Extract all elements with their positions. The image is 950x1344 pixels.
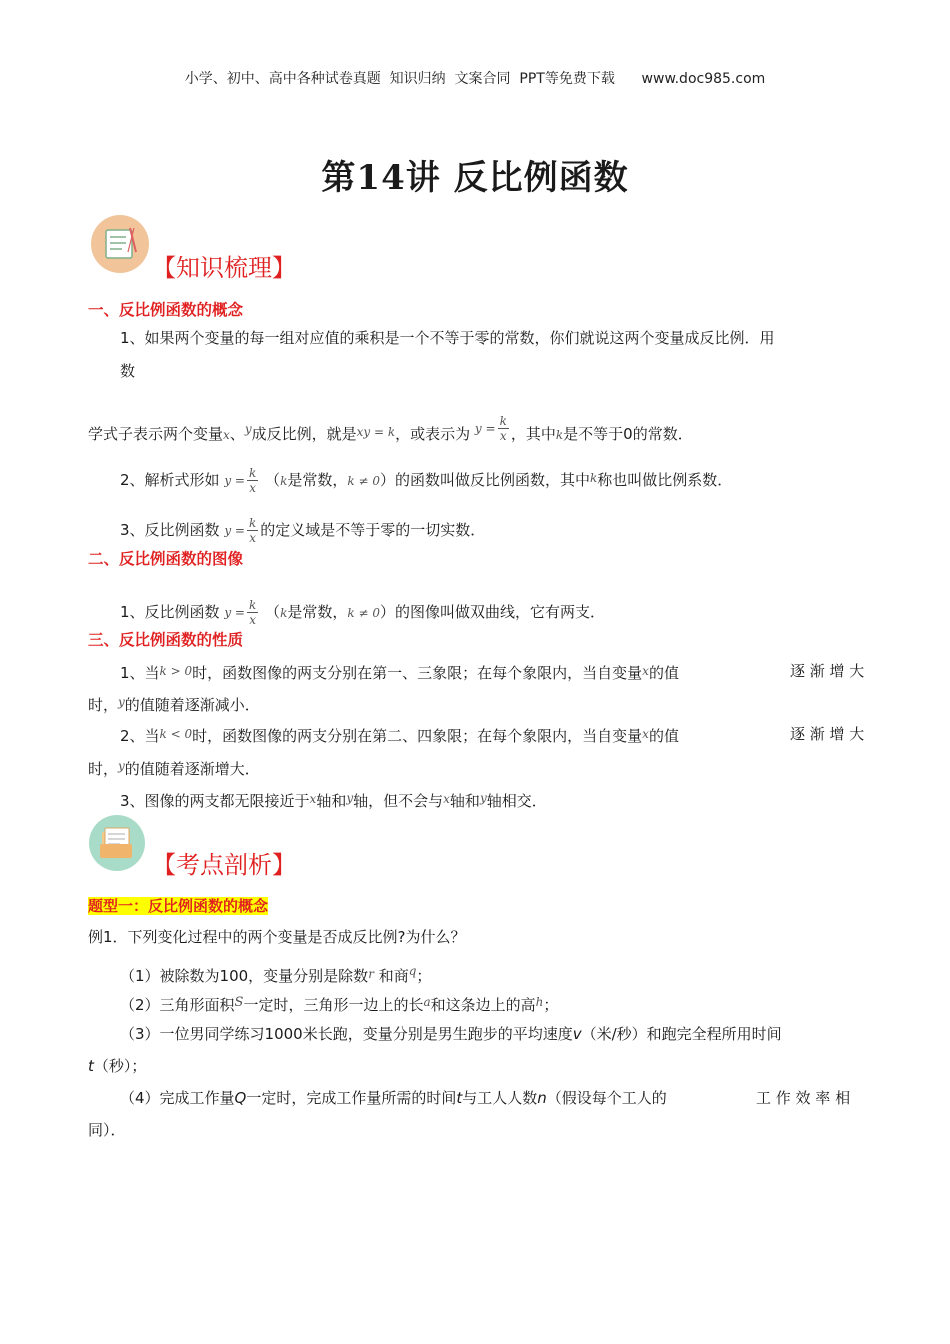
question-3-line2 <box>88 1055 146 1077</box>
heading-graph: 二、反比例函数的图像 <box>88 550 244 568</box>
question-4-line2: 同）． <box>88 1121 126 1139</box>
math-y: y <box>118 695 125 709</box>
text: ； <box>416 967 432 985</box>
text: 时， <box>88 696 119 714</box>
text: 3、反比例函数 <box>120 521 220 539</box>
math-xy-eq-k: xy = k <box>356 425 396 439</box>
paragraph-1-line1: 1、如果两个变量的每一组对应值的乘积是一个不等于零的常数，你们就说这两个变量成反比例．用 <box>120 329 775 347</box>
math-k-ne-0: k ≠ 0 <box>347 606 380 620</box>
math-y-eq: y = <box>224 523 245 538</box>
text: ）的图像叫做双曲线，它有两支． <box>379 603 605 621</box>
text: 2、当 <box>120 727 160 745</box>
text: （3）一位男同学练习1000米长跑，变量分别是男生跑步的平均速度 <box>120 1025 573 1043</box>
text: （ <box>265 471 281 489</box>
frac-den: x <box>249 531 257 545</box>
heading-properties: 三、反比例函数的性质 <box>88 631 244 649</box>
page-header: 小学、初中、高中各种试卷真题 知识归纳 文案合同 PPT等免费下载 www.doc985.com <box>184 71 766 87</box>
math-k-lt-0: k < 0 <box>159 727 193 741</box>
text: 的定义域是不等于零的一切实数． <box>260 521 486 539</box>
fraction-y-k-over-x <box>224 466 260 495</box>
math-a: a <box>423 995 431 1009</box>
paragraph-3 <box>120 516 485 545</box>
question-4-line1 <box>120 1087 667 1109</box>
frac-den: x <box>249 481 257 495</box>
text: 2、解析式形如 <box>120 471 220 489</box>
math-k: k <box>280 474 288 488</box>
math-k: k <box>280 606 288 620</box>
text: 轴，但不会与 <box>353 792 444 810</box>
text: ； <box>543 996 559 1014</box>
text: 和这条边上的高 <box>430 996 536 1014</box>
text: 和商 <box>378 967 409 985</box>
text: ）的函数叫做反比例函数，其中 <box>379 471 590 489</box>
heading-concept: 一、反比例函数的概念 <box>88 301 244 319</box>
math-y: y <box>118 759 125 773</box>
text: 是常数， <box>287 603 348 621</box>
var-n: n <box>537 1089 547 1107</box>
math-k-gt-0: k > 0 <box>159 664 193 678</box>
frac-num: k <box>248 598 257 612</box>
math-x: x <box>642 727 649 741</box>
text: 学式子表示两个变量 <box>88 425 224 443</box>
text: （1）被除数为100，变量分别是除数 <box>120 967 369 985</box>
fraction-y-k-over-x <box>475 414 511 443</box>
paragraph-6-line1 <box>120 723 679 747</box>
text: （2）三角形面积 <box>120 996 235 1014</box>
text: 是不等于0的常数． <box>563 425 693 443</box>
section-title-knowledge: 【知识梳理】 <box>152 254 296 282</box>
paragraph-2 <box>120 466 732 495</box>
text: ，其中 <box>510 425 556 443</box>
text: （秒）； <box>93 1057 147 1075</box>
paragraph-5-line1 <box>120 660 679 684</box>
notebook-pencil-icon <box>90 214 150 274</box>
math-y: y <box>244 422 252 436</box>
math-k-ne-0: k ≠ 0 <box>347 474 380 488</box>
fraction-y-k-over-x <box>224 598 260 627</box>
math-y-eq: y = <box>224 473 245 488</box>
frac-num: k <box>248 466 257 480</box>
text: 1、反比例函数 <box>120 603 220 621</box>
text: 的值 <box>648 664 679 682</box>
math-q: q <box>408 964 417 978</box>
frac-num: k <box>248 516 257 530</box>
text: 1、当 <box>120 664 160 682</box>
var-Q: Q <box>234 1089 247 1107</box>
paragraph-4 <box>120 598 605 627</box>
frac-den: x <box>499 429 507 443</box>
math-y-eq: y = <box>474 421 496 436</box>
math-x: x <box>223 428 230 442</box>
question-1 <box>120 960 431 987</box>
text: 成反比例，就是 <box>251 425 357 443</box>
text: 轴和 <box>449 792 480 810</box>
paragraph-5-tail: 逐 渐 增 大 <box>790 662 865 680</box>
text: 轴相交． <box>486 792 547 810</box>
folder-document-icon <box>88 814 146 872</box>
text: 轴和 <box>316 792 347 810</box>
highlight-type-1: 题型一：反比例函数的概念 <box>88 897 269 915</box>
math-k: k <box>589 471 598 485</box>
text: 时， <box>88 760 119 778</box>
text: （米/秒）和跑完全程所用时间 <box>581 1025 782 1043</box>
paragraph-5-line2 <box>88 691 260 716</box>
math-y: y <box>479 791 487 805</box>
math-x: x <box>443 792 450 806</box>
text: 称也叫做比例系数． <box>597 471 733 489</box>
text: 3、图像的两支都无限接近于 <box>120 792 310 810</box>
paragraph-1-line3 <box>88 414 693 446</box>
paragraph-6-line2 <box>88 755 260 780</box>
math-h: h <box>535 995 544 1009</box>
question-4-tail: 工 作 效 率 相 <box>756 1089 851 1107</box>
paragraph-7 <box>120 787 547 812</box>
var-v: v <box>572 1025 582 1043</box>
text: （ <box>265 603 281 621</box>
paragraph-1-line2: 数 <box>120 362 136 380</box>
text: 、 <box>229 425 245 443</box>
frac-den: x <box>249 613 257 627</box>
paragraph-6-tail: 逐 渐 增 大 <box>790 725 865 743</box>
text: 时，函数图像的两支分别在第一、三象限；在每个象限内，当自变量 <box>192 664 643 682</box>
text: 的值随着逐渐增大． <box>124 760 260 778</box>
question-2 <box>120 991 558 1016</box>
var-t: t <box>456 1089 463 1107</box>
text: ，或表示为 <box>395 425 471 443</box>
text: （4）完成工作量 <box>120 1089 235 1107</box>
math-r: r <box>368 967 374 981</box>
example-1: 例1．下列变化过程中的两个变量是否成反比例?为什么？ <box>88 928 466 946</box>
section-title-analysis: 【考点剖析】 <box>152 851 296 879</box>
math-y-eq: y = <box>224 605 245 620</box>
type-1-label <box>88 895 268 916</box>
text: 一定时，三角形一边上的长 <box>243 996 424 1014</box>
text: 时，函数图像的两支分别在第二、四象限；在每个象限内，当自变量 <box>192 727 643 745</box>
var-t: t <box>88 1057 94 1075</box>
text: 的值 <box>648 727 679 745</box>
math-x: x <box>642 664 649 678</box>
text: 是常数， <box>287 471 348 489</box>
frac-num: k <box>499 414 507 428</box>
math-y: y <box>346 791 354 805</box>
page-title: 第14讲 反比例函数 <box>321 158 629 198</box>
math-S: S <box>234 995 244 1010</box>
text: 的值随着逐渐减小． <box>124 696 260 714</box>
text: 一定时，完成工作量所需的时间 <box>246 1089 457 1107</box>
question-3-line1 <box>120 1023 782 1045</box>
math-x: x <box>309 792 317 806</box>
math-k: k <box>555 428 564 442</box>
text: 与工人人数 <box>462 1089 538 1107</box>
fraction-y-k-over-x <box>224 516 260 545</box>
text: （假设每个工人的 <box>546 1089 667 1107</box>
